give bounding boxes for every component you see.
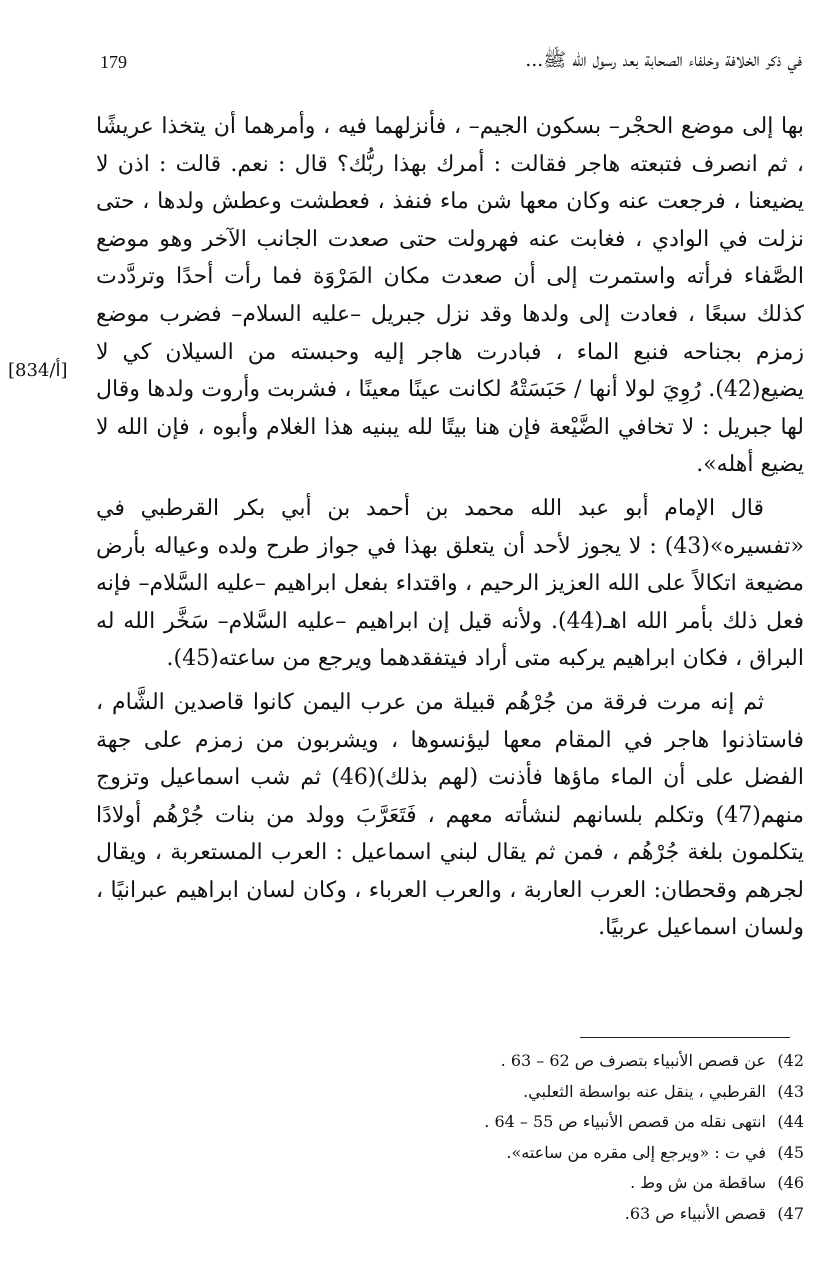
footnote-text: القرطبي ، ينقل عنه بواسطة الثعلبي. <box>523 1081 766 1101</box>
footnote-text: عن قصص الأنبياء بتصرف ص 62 – 63 . <box>500 1051 766 1070</box>
footnote-text: انتهى نقله من قصص الأنبياء ص 55 – 64 . <box>484 1112 766 1132</box>
footnote-item <box>420 1168 804 1199</box>
footnote-text: ساقطة من ش وط . <box>630 1173 766 1193</box>
footnote-text: في ت : «ويرجع إلى مقره من ساعته». <box>506 1142 766 1162</box>
footnote-text: قصص الأنبياء ص 63. <box>624 1203 766 1223</box>
main-text <box>96 108 804 947</box>
footnote-item <box>420 1199 804 1230</box>
footnote-item <box>420 1077 804 1108</box>
footnote-number: 43) <box>777 1081 804 1101</box>
footnote-number: 42) <box>777 1051 804 1070</box>
footnote-divider <box>580 1037 790 1038</box>
footnote-number: 46) <box>777 1173 804 1193</box>
footnotes-list <box>420 1046 804 1230</box>
footnote-item <box>420 1138 804 1169</box>
paragraph-2: قال الإمام أبو عبد الله محمد بن أحمد بن أبي بكر القرطبي في «تفسيره»(43) : لا يجوز لأحد أن يتعلق بهذا في جواز طرح ولده وعياله بأرض مضيعة اتكالاً على الله العزيز الرحيم ، واقتداء بفعل ابراهيم –عليه السَّلام– فإنه فعل ذلك بأمر الله اهـ(44). ولأنه قيل إن ابراهيم –عليه السَّلام– سَخَّر الله له البراق ، فكان ابراهيم يركبه متى أراد فيتفقدهما ويرجع من ساعته(45). <box>96 495 804 672</box>
footnote-number: 44) <box>777 1112 804 1132</box>
page-header <box>100 44 802 84</box>
running-title: في ذكر الخلافة وخلفاء الصحابة بعد رسول الله ﷺ... <box>525 49 802 71</box>
footnote-item <box>420 1046 804 1077</box>
paragraph-3: ثم إنه مرت فرقة من جُرْهُم قبيلة من عرب اليمن كانوا قاصدين الشَّام ، فاستاذنوا هاجر في المقام معها ليؤنسوها ، ويشربون من زمزم على جهة الفضل على أن الماء ماؤها فأذنت (لهم بذلك)(46) ثم شب اسماعيل وتزوج منهم(47) وتكلم بلسانهم لنشأته معهم ، فَتَعَرَّبَ وولد من بنات جُرْهُم أولادًا يتكلمون بلغة جُرْهُم ، فمن ثم يقال لبني اسماعيل : العرب المستعربة ، ويقال لجرهم وقحطان: العرب العاربة ، والعرب العرباء ، وكان لسان ابراهيم عبرانيًا ، ولسان اسماعيل عربيًا. <box>96 689 804 941</box>
page-number: 179 <box>100 52 127 72</box>
paragraph-1: بها إلى موضع الحجْر– بسكون الجيم– ، فأنزلهما فيه ، وأمرهما أن يتخذا عريشًا ، ثم انصرف فتبعته هاجر فقالت : أمرك بهذا ربُّك؟ قال : نعم. قالت : اذن لا يضيعنا ، فرجعت عنه وكان معها شن ماء فنفذ ، فعطشت وعطش ولدها ، حتى نزلت في الوادي ، فغابت عنه فهرولت حتى صعدت الجانب الآخر وهو موضع الصَّفاء فرأته واستمرت إلى أن صعدت مكان المَرْوَة فما رأت أحدًا وتردَّدت كذلك سبعًا ، فعادت إلى ولدها وقد نزل جبريل –عليه السلام– فضرب موضع زمزم بجناحه فنبع الماء ، فبادرت هاجر إليه وحبسته من السيلان كي لا يضيع(42). رُوِيَ لولا أنها / حَبَسَتْهُ لكانت عينًا معينًا ، فشربت وأروت ولدها وقال لها جبريل : لا تخافي الضَّيْعة فإن هنا بيتًا لله يبنيه هذا الغلام وأبوه ، فإن الله لا يضيع أهله». <box>96 114 804 478</box>
footnote-number: 45) <box>777 1142 804 1162</box>
margin-folio-note: [834/أ] <box>8 360 68 381</box>
footnote-number: 47) <box>777 1203 804 1223</box>
footnote-item <box>420 1107 804 1138</box>
